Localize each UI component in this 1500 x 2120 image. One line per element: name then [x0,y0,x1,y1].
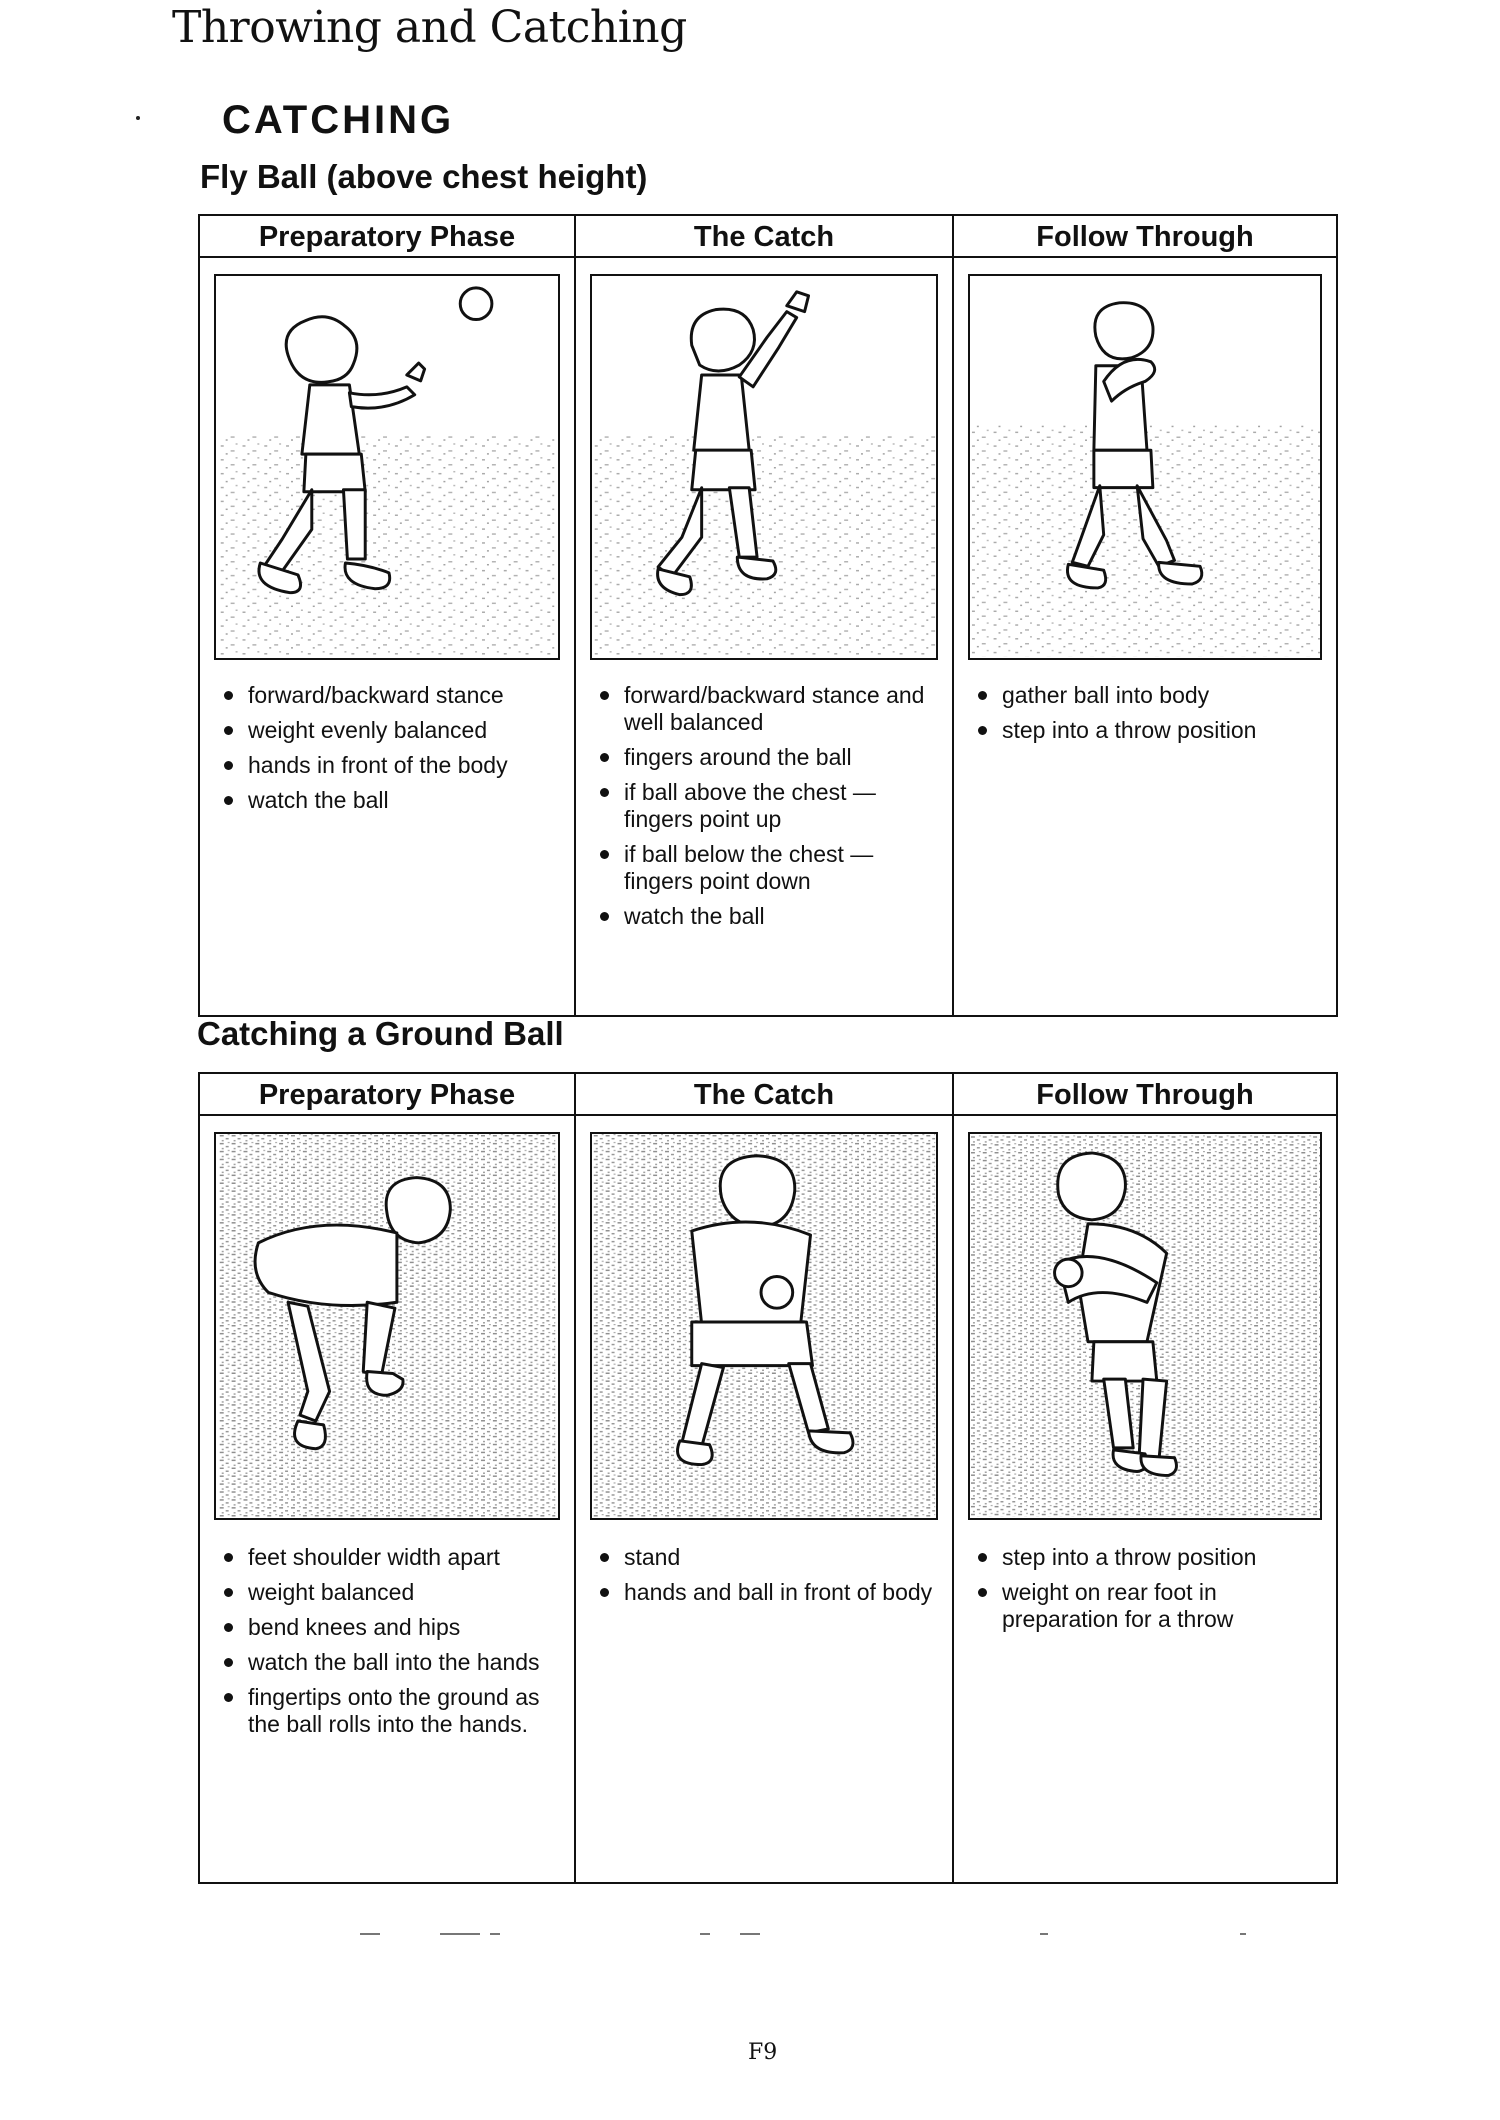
ground-ball-preparatory-illustration [214,1132,560,1520]
page-header-title: Throwing and Catching [172,2,687,53]
fly-ball-table [198,214,1338,1017]
bullet-item: weight balanced [222,1579,560,1606]
scan-artifact-marks [240,1930,1360,1938]
ground-ball-subtitle: Catching a Ground Ball [197,1015,564,1052]
bullet-item: weight on rear foot in preparation for a throw [976,1579,1322,1633]
ground-ball-follow-bullets [976,1544,1322,1641]
column-heading: Preparatory Phase [200,1074,574,1116]
ground-ball-catch-bullets [598,1544,938,1614]
child-holding-illustration [592,1134,936,1518]
bullet-item: forward/backward stance [222,682,560,709]
ground-ball-table [198,1072,1338,1884]
bullet-item: hands and ball in front of body [598,1579,938,1606]
column-heading: Follow Through [954,216,1336,258]
section-title: CATCHING [222,98,455,142]
ground-ball-follow-column [952,1074,1336,1882]
ground-ball-catch-column [574,1074,952,1882]
child-crouching-illustration [216,1134,558,1518]
scan-speck [136,116,140,120]
column-heading: The Catch [576,216,952,258]
fly-ball-preparatory-bullets [222,682,560,822]
bullet-item: hands in front of the body [222,752,560,779]
bullet-item: fingers around the ball [598,744,938,771]
fly-ball-subtitle: Fly Ball (above chest height) [200,158,648,195]
child-ready-illustration [216,276,558,658]
bullet-item: if ball above the chest — fingers point up [598,779,938,833]
ground-ball-preparatory-column [200,1074,574,1882]
child-gathering-illustration [970,276,1320,658]
ball-icon [460,288,492,320]
fly-ball-catch-bullets [598,682,938,938]
ground-ball-catch-illustration [590,1132,938,1520]
bullet-item: forward/backward stance and well balanced [598,682,938,736]
bullet-item: watch the ball [222,787,560,814]
column-heading: Preparatory Phase [200,216,574,258]
fly-ball-preparatory-column [200,216,574,1015]
ground-ball-follow-illustration [968,1132,1322,1520]
fly-ball-preparatory-illustration [214,274,560,660]
column-heading: The Catch [576,1074,952,1116]
bullet-item: if ball below the chest — fingers point down [598,841,938,895]
bullet-item: bend knees and hips [222,1614,560,1641]
column-heading: Follow Through [954,1074,1336,1116]
bullet-item: weight evenly balanced [222,717,560,744]
ground-ball-preparatory-bullets [222,1544,560,1746]
bullet-item: feet shoulder width apart [222,1544,560,1571]
bullet-item: watch the ball into the hands [222,1649,560,1676]
fly-ball-catch-illustration [590,274,938,660]
bullet-item: step into a throw position [976,717,1322,744]
bullet-item: gather ball into body [976,682,1322,709]
bullet-item: watch the ball [598,903,938,930]
child-catching-illustration [592,276,936,658]
bullet-item: stand [598,1544,938,1571]
page-number: F9 [748,2040,778,2065]
child-stepping-illustration [970,1134,1320,1518]
fly-ball-follow-column [952,216,1336,1015]
bullet-item: fingertips onto the ground as the ball rolls into the hands. [222,1684,560,1738]
fly-ball-follow-bullets [976,682,1322,752]
fly-ball-follow-illustration [968,274,1322,660]
fly-ball-catch-column [574,216,952,1015]
bullet-item: step into a throw position [976,1544,1322,1571]
